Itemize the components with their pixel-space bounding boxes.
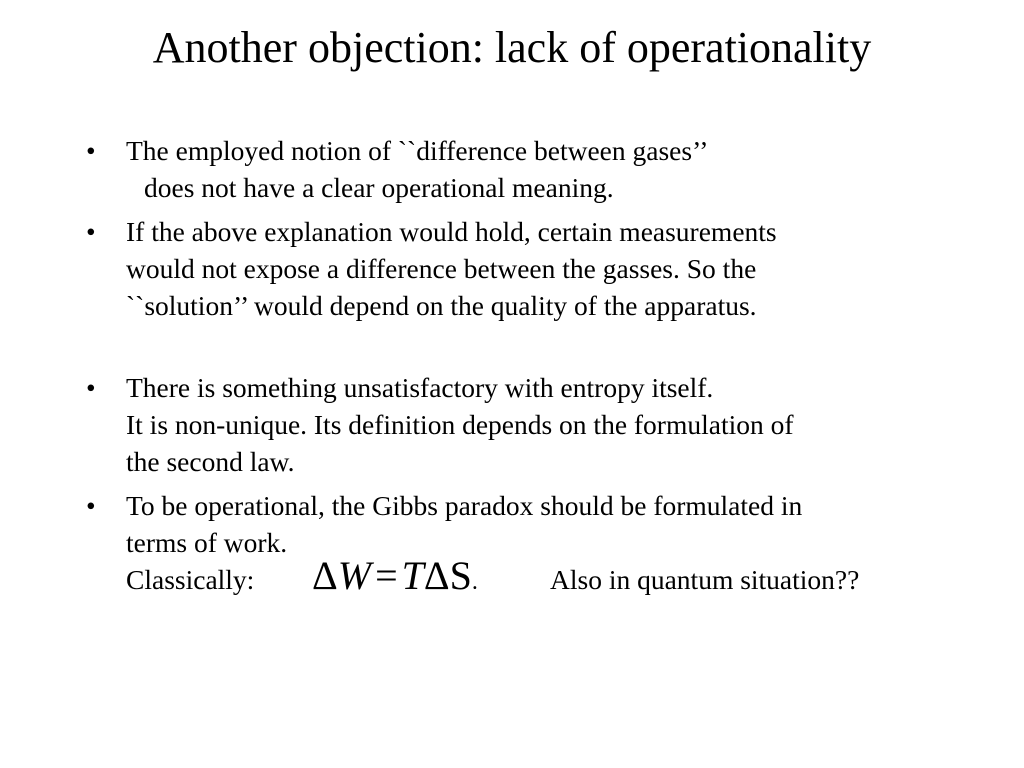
- bullet-item: [86, 213, 986, 324]
- bullet-text-line: It is non-unique. Its definition depends on the formulation of: [126, 409, 794, 440]
- bullet-item: [86, 487, 986, 598]
- slide-title: Another objection: lack of operationality: [152, 23, 872, 72]
- bullet-dot-icon: •: [86, 490, 96, 521]
- formula-t: T: [401, 553, 424, 598]
- bullet-text-line: ``solution’’ would depend on the quality of the apparatus.: [126, 290, 757, 321]
- bullet-dot-icon: •: [86, 372, 96, 403]
- bullet-text-line: The employed notion of ``difference between gases’’: [126, 135, 709, 166]
- quantum-question-text: Also in quantum situation??: [550, 564, 860, 595]
- formula-delta: Δ: [312, 553, 338, 598]
- bullet-dot-icon: •: [86, 216, 96, 247]
- formula-period: .: [471, 569, 478, 595]
- bullet-text-line: the second law.: [126, 446, 295, 477]
- formula-equals: =: [375, 553, 398, 598]
- classical-row: [126, 553, 986, 598]
- bullet-text-line: If the above explanation would hold, certain measurements: [126, 216, 777, 247]
- formula-s: S: [449, 553, 472, 598]
- formula-delta: Δ: [423, 553, 450, 598]
- bullet-text-line: does not have a clear operational meaning.: [144, 172, 614, 203]
- classically-label: Classically:: [126, 564, 255, 595]
- bullet-item: [86, 132, 986, 206]
- work-entropy-formula: [312, 551, 478, 607]
- bullet-list: [86, 132, 986, 598]
- bullet-dot-icon: •: [86, 135, 96, 166]
- bullet-text-line: To be operational, the Gibbs paradox should be formulated in: [126, 490, 803, 521]
- bullet-text-line: would not expose a difference between the gasses. So the: [126, 253, 757, 284]
- bullet-item: [86, 369, 986, 480]
- bullet-text-line: There is something unsatisfactory with entropy itself.: [126, 372, 714, 403]
- formula-w: W: [337, 553, 372, 598]
- bullet-text-line: terms of work.: [126, 527, 288, 558]
